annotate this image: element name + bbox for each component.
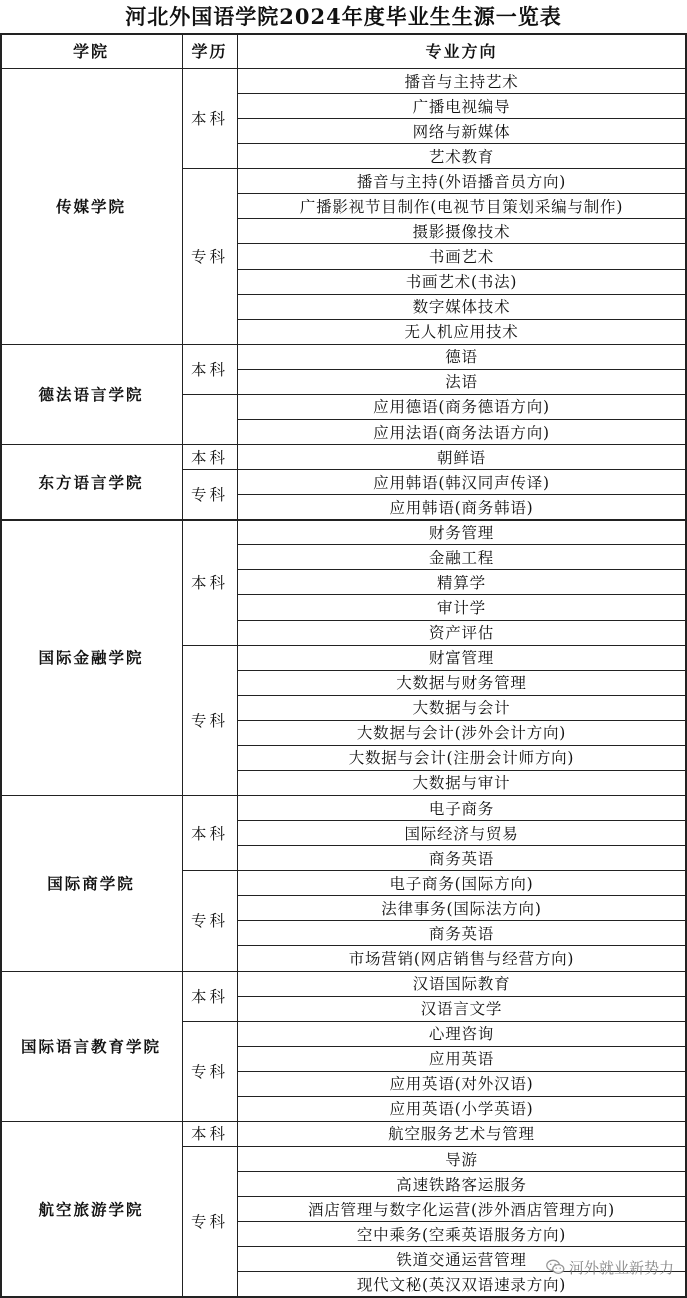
major-row-divider xyxy=(237,1046,686,1047)
major-cell: 航空服务艺术与管理 xyxy=(388,1125,535,1144)
major-cell: 应用法语(商务法语方向) xyxy=(373,423,550,442)
major-cell: 心理咨询 xyxy=(428,1025,495,1044)
major-cell: 资产评估 xyxy=(428,624,495,643)
major-row-divider xyxy=(237,218,686,219)
level-cell xyxy=(182,394,237,444)
major-cell: 商务英语 xyxy=(428,924,495,943)
major-cell: 书画艺术 xyxy=(428,248,495,267)
major-row-divider xyxy=(237,770,686,771)
level-cell: 专科 xyxy=(190,912,228,931)
level-group-divider xyxy=(182,394,686,395)
major-cell: 精算学 xyxy=(437,573,486,592)
major-cell: 法律事务(国际法方向) xyxy=(381,899,542,918)
level-group-divider xyxy=(182,469,686,470)
level-cell: 本科 xyxy=(190,824,228,843)
major-row-divider xyxy=(237,920,686,921)
major-cell: 朝鲜语 xyxy=(437,448,486,467)
college-name: 国际商学院 xyxy=(47,873,135,893)
major-cell: 应用英语(小学英语) xyxy=(389,1100,534,1119)
major-cell: 无人机应用技术 xyxy=(404,323,519,342)
major-cell: 金融工程 xyxy=(428,548,495,567)
major-cell: 广播影视节目制作(电视节目策划采编与制作) xyxy=(299,197,624,216)
major-cell: 艺术教育 xyxy=(428,147,495,166)
major-row-divider xyxy=(237,544,686,545)
level-group-divider xyxy=(182,870,686,871)
column-divider-level xyxy=(237,33,238,1296)
column-divider-college xyxy=(182,33,183,1296)
level-group-divider xyxy=(182,1021,686,1022)
college-name: 传媒学院 xyxy=(55,196,126,216)
major-cell: 空中乘务(空乘英语服务方向) xyxy=(356,1225,567,1244)
major-row-divider xyxy=(237,193,686,194)
major-row-divider xyxy=(237,1096,686,1097)
major-cell: 市场营销(网店销售与经营方向) xyxy=(348,949,575,968)
level-group-divider xyxy=(182,168,686,169)
major-row-divider xyxy=(237,294,686,295)
college-name: 航空旅游学院 xyxy=(38,1199,144,1219)
major-row-divider xyxy=(237,569,686,570)
level-cell: 本科 xyxy=(190,360,228,379)
level-group-divider xyxy=(182,1146,686,1147)
major-row-divider xyxy=(237,996,686,997)
major-row-divider xyxy=(237,243,686,244)
major-cell: 高速铁路客运服务 xyxy=(396,1175,527,1194)
major-row-divider xyxy=(237,1221,686,1222)
major-cell: 导游 xyxy=(445,1150,478,1169)
major-row-divider xyxy=(237,745,686,746)
level-cell: 本科 xyxy=(190,573,228,592)
major-row-divider xyxy=(237,1246,686,1247)
level-cell: 专科 xyxy=(190,1213,228,1232)
level-cell: 专科 xyxy=(190,1062,228,1081)
header-level: 学历 xyxy=(191,42,228,61)
major-cell: 应用韩语(商务韩语) xyxy=(389,498,534,517)
major-row-divider xyxy=(237,670,686,671)
level-cell: 本科 xyxy=(190,448,228,467)
major-row-divider xyxy=(237,945,686,946)
college-name: 国际金融学院 xyxy=(38,648,144,668)
level-group-divider xyxy=(182,645,686,646)
wechat-icon xyxy=(546,1259,565,1275)
major-row-divider xyxy=(237,1171,686,1172)
major-row-divider xyxy=(237,820,686,821)
major-row-divider xyxy=(237,419,686,420)
major-cell: 广播电视编导 xyxy=(412,97,511,116)
major-row-divider xyxy=(237,369,686,370)
major-cell: 汉语国际教育 xyxy=(412,975,511,994)
major-row-divider xyxy=(237,494,686,495)
watermark xyxy=(546,1256,674,1278)
major-cell: 审计学 xyxy=(437,599,486,617)
page-title: 河北外国语学院2024年度毕业生生源一览表 xyxy=(125,4,562,29)
college-name: 东方语言学院 xyxy=(38,472,144,492)
major-cell: 酒店管理与数字化运营(涉外酒店管理方向) xyxy=(307,1200,616,1219)
table-border-top xyxy=(0,33,687,35)
major-row-divider xyxy=(237,1196,686,1197)
header-major: 专业方向 xyxy=(425,42,498,61)
table-border-left xyxy=(0,33,2,1296)
level-cell: 本科 xyxy=(190,1125,228,1144)
level-cell: 本科 xyxy=(190,987,228,1006)
major-cell: 应用英语 xyxy=(428,1050,495,1069)
major-cell: 大数据与会计 xyxy=(412,699,511,718)
header-college: 学院 xyxy=(72,42,109,61)
level-cell: 专科 xyxy=(190,711,228,730)
major-cell: 法语 xyxy=(445,373,478,392)
major-row-divider xyxy=(237,845,686,846)
major-row-divider xyxy=(237,93,686,94)
major-cell: 应用英语(对外汉语) xyxy=(389,1075,534,1094)
major-row-divider xyxy=(237,319,686,320)
major-cell: 财富管理 xyxy=(428,649,495,668)
major-row-divider xyxy=(237,118,686,119)
level-cell: 专科 xyxy=(190,486,228,505)
major-cell: 电子商务(国际方向) xyxy=(389,874,534,893)
major-cell: 数字媒体技术 xyxy=(412,298,511,317)
major-row-divider xyxy=(237,695,686,696)
level-cell: 本科 xyxy=(190,110,228,129)
major-cell: 国际经济与贸易 xyxy=(404,824,519,843)
major-cell: 书画艺术(书法) xyxy=(405,273,518,292)
major-cell: 应用韩语(韩汉同声传译) xyxy=(373,473,550,492)
major-row-divider xyxy=(237,720,686,721)
major-cell: 摄影摄像技术 xyxy=(412,222,511,241)
major-cell: 商务英语 xyxy=(428,849,495,868)
major-row-divider xyxy=(237,143,686,144)
watermark-text: 河外就业新势力 xyxy=(569,1258,675,1277)
major-cell: 大数据与会计(涉外会计方向) xyxy=(356,724,567,743)
major-cell: 大数据与审计 xyxy=(412,774,511,793)
major-cell: 大数据与财务管理 xyxy=(396,674,527,693)
major-row-divider xyxy=(237,594,686,595)
level-cell: 专科 xyxy=(190,248,228,266)
major-cell: 播音与主持(外语播音员方向) xyxy=(356,172,567,191)
major-cell: 德语 xyxy=(445,348,478,367)
major-cell: 大数据与会计(注册会计师方向) xyxy=(348,749,575,768)
major-cell: 电子商务 xyxy=(428,799,495,818)
table-border-right xyxy=(685,33,687,1296)
major-cell: 播音与主持艺术 xyxy=(404,72,519,91)
major-cell: 财务管理 xyxy=(428,523,495,542)
college-name: 国际语言教育学院 xyxy=(20,1036,161,1056)
major-row-divider xyxy=(237,620,686,621)
major-cell: 现代文秘(英汉双语速录方向) xyxy=(356,1275,567,1294)
college-name: 德法语言学院 xyxy=(38,384,144,404)
major-row-divider xyxy=(237,895,686,896)
major-row-divider xyxy=(237,269,686,270)
major-row-divider xyxy=(237,1071,686,1072)
major-cell: 应用德语(商务德语方向) xyxy=(373,398,550,417)
major-cell: 汉语言文学 xyxy=(420,1000,503,1019)
major-cell: 网络与新媒体 xyxy=(412,122,511,141)
major-cell: 铁道交通运营管理 xyxy=(396,1250,527,1269)
